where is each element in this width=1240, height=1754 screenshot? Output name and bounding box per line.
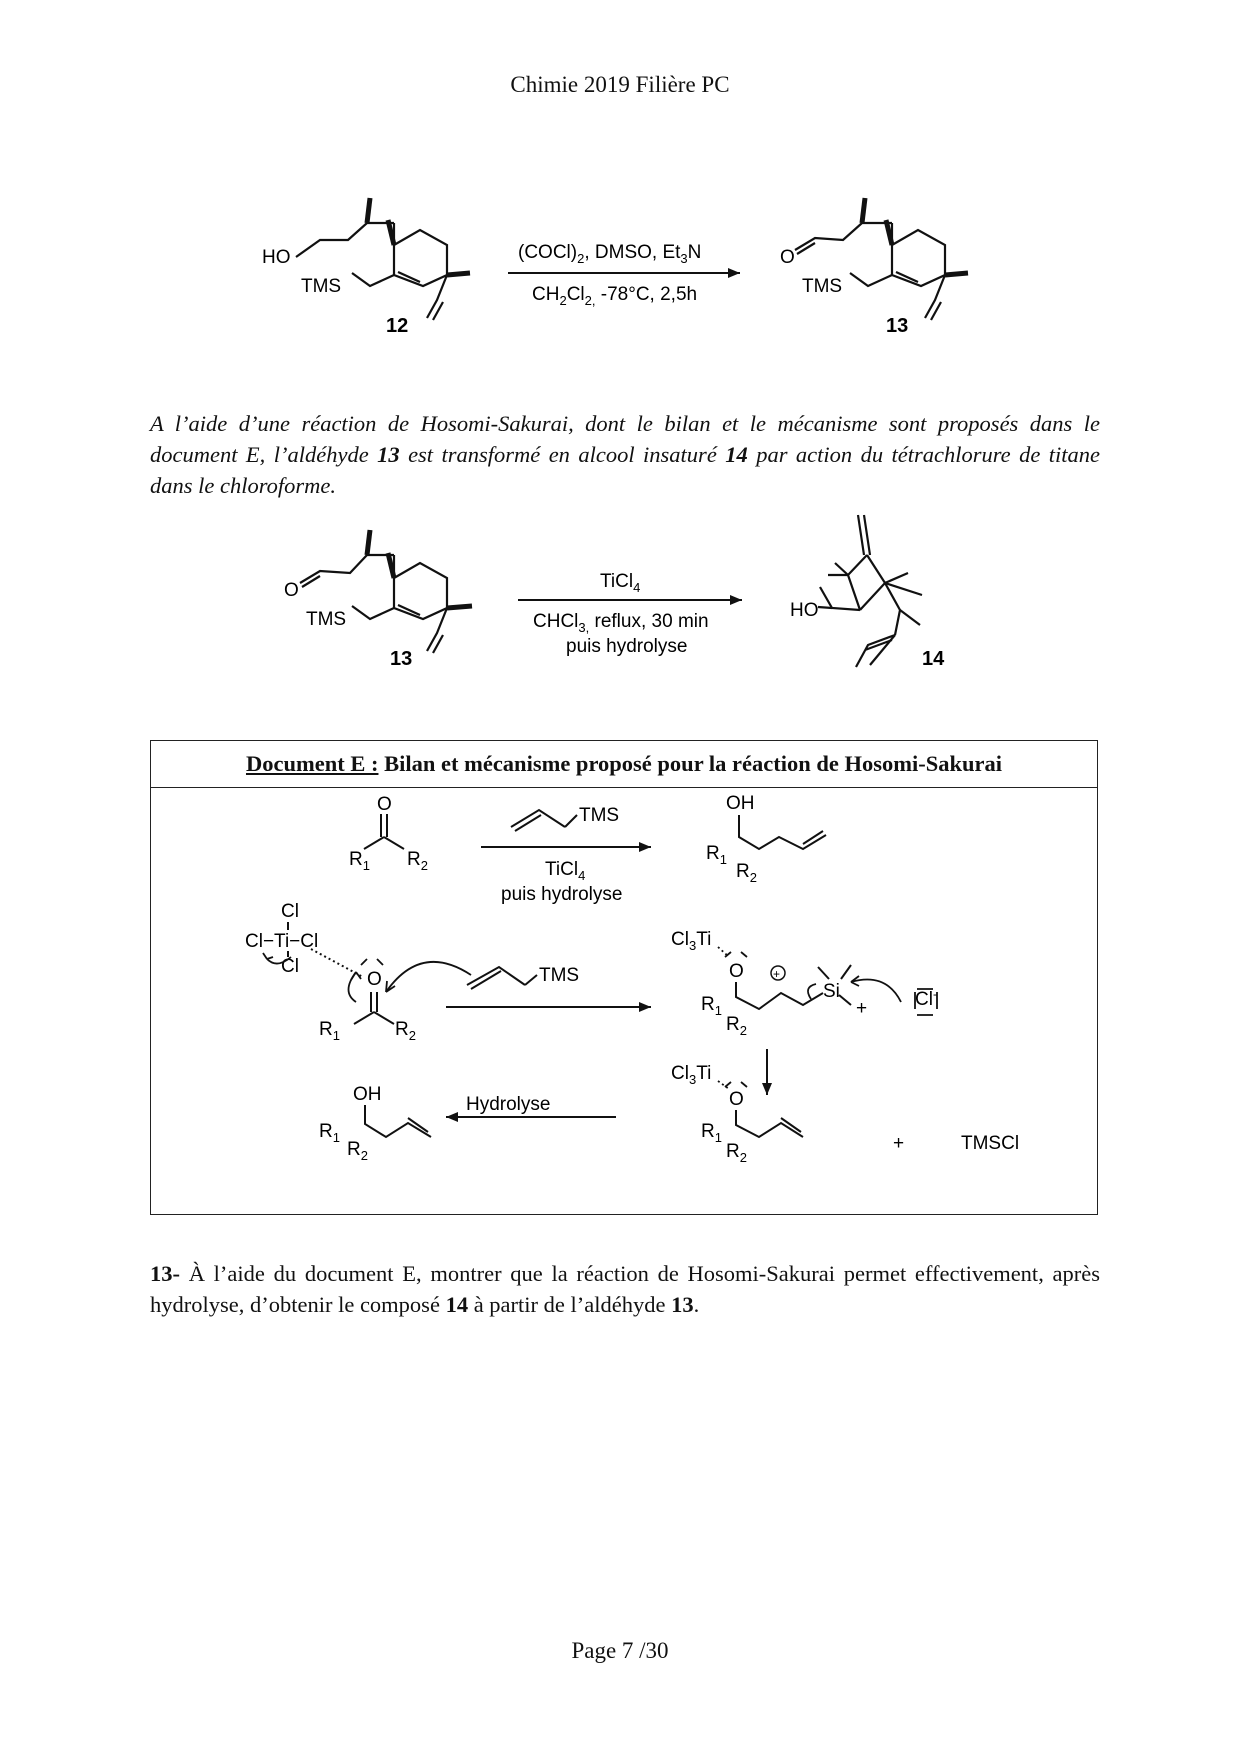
allyl-tms-label: TMS [539, 965, 580, 986]
molecule-14-structure [818, 515, 922, 667]
intro-paragraph: A l’aide d’une réaction de Hosomi-Sakurai, dont le bilan et le mécanisme sont proposés dans le document E, l’aldéhyde 13 est transformé en alcool insaturé 14 par action du tétrachlorure de titane dans le chloroforme. [150, 411, 1101, 498]
document-e-box [150, 740, 1098, 1215]
arrow-head [639, 1002, 651, 1012]
svg-text:R1: $R_1$ [701, 994, 722, 1018]
arrow-head [730, 595, 742, 605]
svg-text:OH: OH [353, 1084, 382, 1105]
bilan-reactant-carbonyl [349, 794, 428, 873]
chloride-ion [915, 987, 937, 1015]
document-e-title: Document E : Bilan et mécanisme proposé pour la réaction de Hosomi-Sakurai [151, 741, 1097, 788]
allyl-tms-nucleophile [467, 967, 537, 989]
bilan-hydrolysis: puis hydrolyse [501, 884, 623, 905]
svg-text:R2: $R_2$ [407, 849, 428, 873]
page-footer: Page 7 /30 [571, 1638, 669, 1663]
svg-text:+: + [773, 967, 781, 981]
molecule-13-structure [795, 198, 968, 320]
allyl-tms-reagent [511, 810, 577, 831]
svg-text:R2: $R_2$ [726, 1014, 747, 1038]
svg-text:R2: $R_2$ [726, 1141, 747, 1165]
svg-text:Si: Si [823, 981, 840, 1002]
compound-13-label: 13 [390, 648, 413, 670]
ticl4-complex [245, 901, 363, 977]
arrow-head [446, 1112, 458, 1122]
hydrolysis-product-alcohol [319, 1084, 431, 1163]
svg-text:Cl: Cl [281, 956, 299, 977]
tmscl-label: TMSCl [961, 1133, 1020, 1154]
svg-text:Cl-: Cl- [915, 987, 937, 1010]
plus-sign: + [856, 998, 868, 1019]
molecule-13-structure [300, 530, 472, 653]
svg-text:R1: $R_1$ [319, 1121, 340, 1145]
svg-text:R2: $R_2$ [395, 1019, 416, 1043]
compound-13-label: 13 [886, 315, 909, 337]
hydrolysis-label: Hydrolyse [466, 1094, 551, 1115]
arrow-head [762, 1083, 772, 1095]
svg-text:R2: $R_2$ [347, 1139, 368, 1163]
svg-text:O: O [367, 969, 382, 990]
bilan-ticl4: TiCl$_4$ [545, 859, 586, 883]
svg-text:O: O [377, 794, 392, 815]
plus-sign: + [893, 1133, 905, 1154]
svg-text:Cl3Ti: $Cl_3Ti$ [671, 929, 712, 953]
svg-text:R1: $R_1$ [701, 1121, 722, 1145]
svg-text:R1: $R_1$ [319, 1019, 340, 1043]
page-header: Chimie 2019 Filière PC [510, 72, 730, 97]
document-e-scheme [151, 787, 1097, 1214]
tms-label: TMS [802, 276, 843, 297]
tms-label: TMS [306, 609, 347, 630]
svg-text:Cl−Ti−Cl: Cl−Ti−Cl [245, 931, 319, 952]
o-label: O [284, 580, 299, 601]
beta-silyl-cation [671, 929, 901, 1038]
allyl-tms-label: TMS [579, 805, 620, 826]
tms-label: TMS [301, 276, 342, 297]
ticl4-reagent: TiCl$_4$ [600, 571, 641, 595]
svg-text:Cl3Ti: $Cl_3Ti$ [671, 1063, 712, 1087]
ho-label: HO [790, 600, 819, 621]
reagent-hydrolysis: puis hydrolyse [566, 636, 688, 657]
svg-text:R2: $R_2$ [736, 861, 757, 885]
compound-14-label: 14 [922, 648, 945, 670]
svg-text:OH: OH [726, 793, 755, 814]
scheme-hosomi-sakurai-application [0, 505, 1240, 685]
reagent-conditions: CHCl$_{3,}$ reflux, 30 min [533, 611, 709, 635]
titanium-alkoxide [671, 1063, 803, 1165]
scheme-swern-oxidation [0, 190, 1240, 360]
bilan-product-alcohol [706, 793, 826, 885]
swern-reagents-bottom: $CH_2Cl_{2,}$ -78°C, 2,5h [532, 284, 698, 308]
svg-text:O: O [729, 1089, 744, 1110]
arrow-head [728, 268, 740, 278]
svg-text:Cl: Cl [281, 901, 299, 922]
question-13: 13- À l’aide du document E, montrer que la réaction de Hosomi-Sakurai permet effectivement, après hydrolyse, d’obtenir le composé 14 à partir de l’aldéhyde 13. [150, 1261, 1100, 1317]
svg-text:R1: $R_1$ [706, 843, 727, 867]
molecule-12-structure [296, 198, 470, 320]
ho-label: HO [262, 247, 291, 268]
compound-12-label: 12 [386, 315, 409, 337]
question-number: 13- [150, 1261, 180, 1286]
curved-arrow-attack [386, 962, 471, 992]
o-label: O [780, 247, 795, 268]
arrow-head [639, 842, 651, 852]
svg-text:R1: $R_1$ [349, 849, 370, 873]
swern-reagents-top: $(COCl)_2$, DMSO, $Et_3N$ [518, 242, 702, 266]
carbonyl-activated [319, 959, 416, 1043]
svg-text:O: O [729, 961, 744, 982]
